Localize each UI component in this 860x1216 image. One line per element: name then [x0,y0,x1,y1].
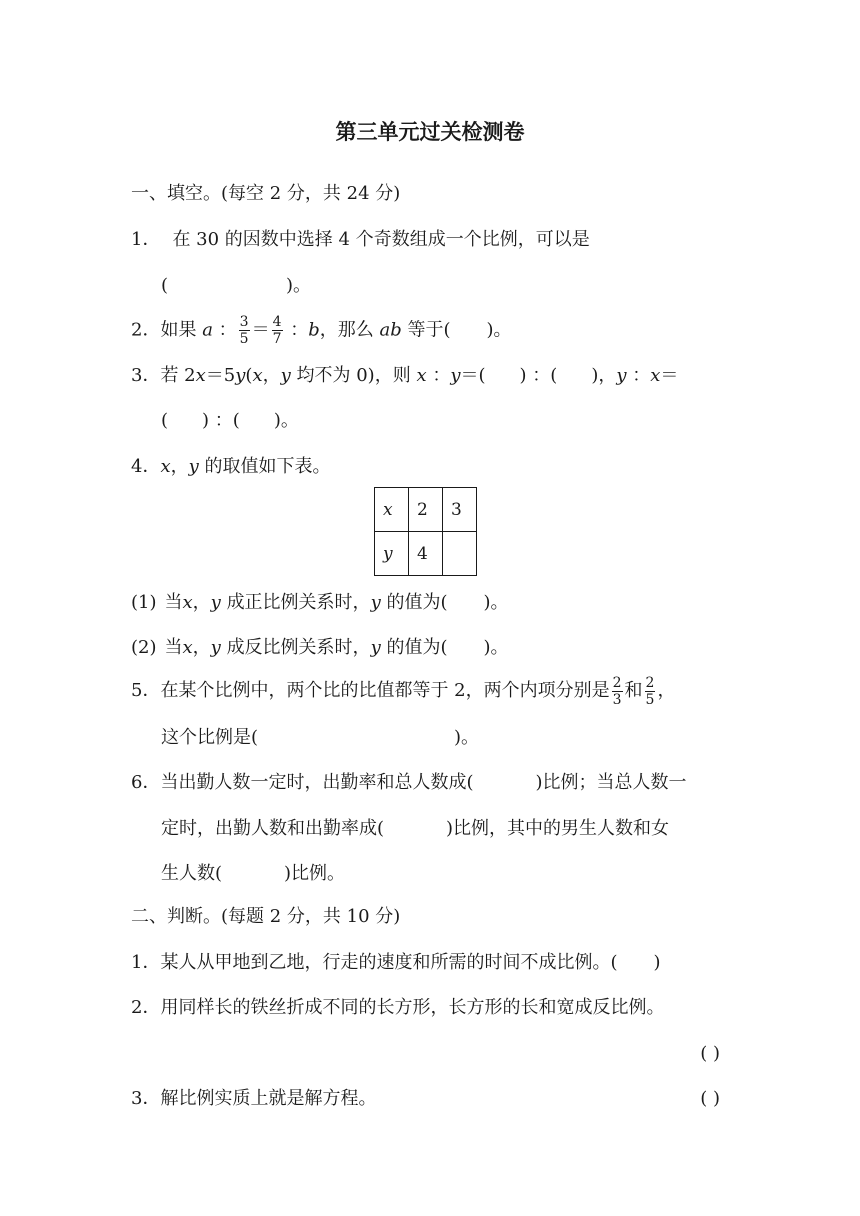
fraction-3-5: $\frac{3}{5}$ [239,314,249,347]
table-cell: x [375,488,409,532]
page-title: 第三单元过关检测卷 [335,120,525,144]
question-2-1: 1．某人从甲地到乙地，行走的速度和所需的时间不成比例。( ) [131,952,661,973]
question-1-4-part1: (1) 当x，y 成正比例关系时，y 的值为( )。 [131,592,509,613]
question-2-3-bracket[interactable]: ( ) [700,1088,720,1109]
question-1-6: 6．当出勤人数一定时，出勤率和总人数成( )比例；当总人数一 [131,772,687,793]
section1-heading: 一、填空。(每空 2 分，共 24 分) [131,183,401,204]
question-1-5: 5．在某个比例中，两个比的比值都等于 2，两个内项分别是 $\frac{2}{3}$ 和 $\frac{2}{5}$ ， [131,674,676,708]
question-1-3: 3．若 2x＝5y(x，y 均不为 0)，则 x ：y＝( ) ：( )，y ：x＝ [131,365,679,386]
table-cell: y [375,532,409,576]
question-1-1-answer: ( )。 [161,275,312,296]
fraction-4-7: $\frac{4}{7}$ [272,314,282,347]
table-cell: 4 [409,532,443,576]
table-row [375,488,477,532]
section2-heading: 二、判断。(每题 2 分，共 10 分) [131,906,401,927]
question-2-2: 2．用同样长的铁丝折成不同的长方形，长方形的长和宽成反比例。 [131,997,665,1018]
xy-value-table [374,487,477,576]
question-1-4-part2: (2) 当x，y 成反比例关系时，y 的值为( )。 [131,637,509,658]
question-1-6-line2: 定时，出勤人数和出勤率成( )比例，其中的男生人数和女 [161,818,670,839]
table-cell-empty[interactable] [443,532,477,576]
fraction-2-5: $\frac{2}{5}$ [645,674,655,708]
question-1-1: 1． 在 30 的因数中选择 4 个奇数组成一个比例，可以是 [131,229,590,250]
question-1-6-line3: 生人数( )比例。 [161,863,346,884]
table-cell: 2 [409,488,443,532]
question-2-2-bracket[interactable]: ( ) [700,1043,720,1064]
question-2-3: 3．解比例实质上就是解方程。 [131,1088,377,1109]
table-row [375,532,477,576]
question-1-5-line2: 这个比例是( )。 [161,727,480,748]
fraction-2-3: $\frac{2}{3}$ [612,674,622,708]
question-1-4: 4．x，y 的取值如下表。 [131,456,331,477]
question-1-3-line2: ( ) ：( )。 [161,410,299,431]
question-1-2: 2．如果 a ： $\frac{3}{5}$ ＝ $\frac{4}{7}$ ：b，那么 ab 等于( )。 [131,314,512,347]
table-cell: 3 [443,488,477,532]
